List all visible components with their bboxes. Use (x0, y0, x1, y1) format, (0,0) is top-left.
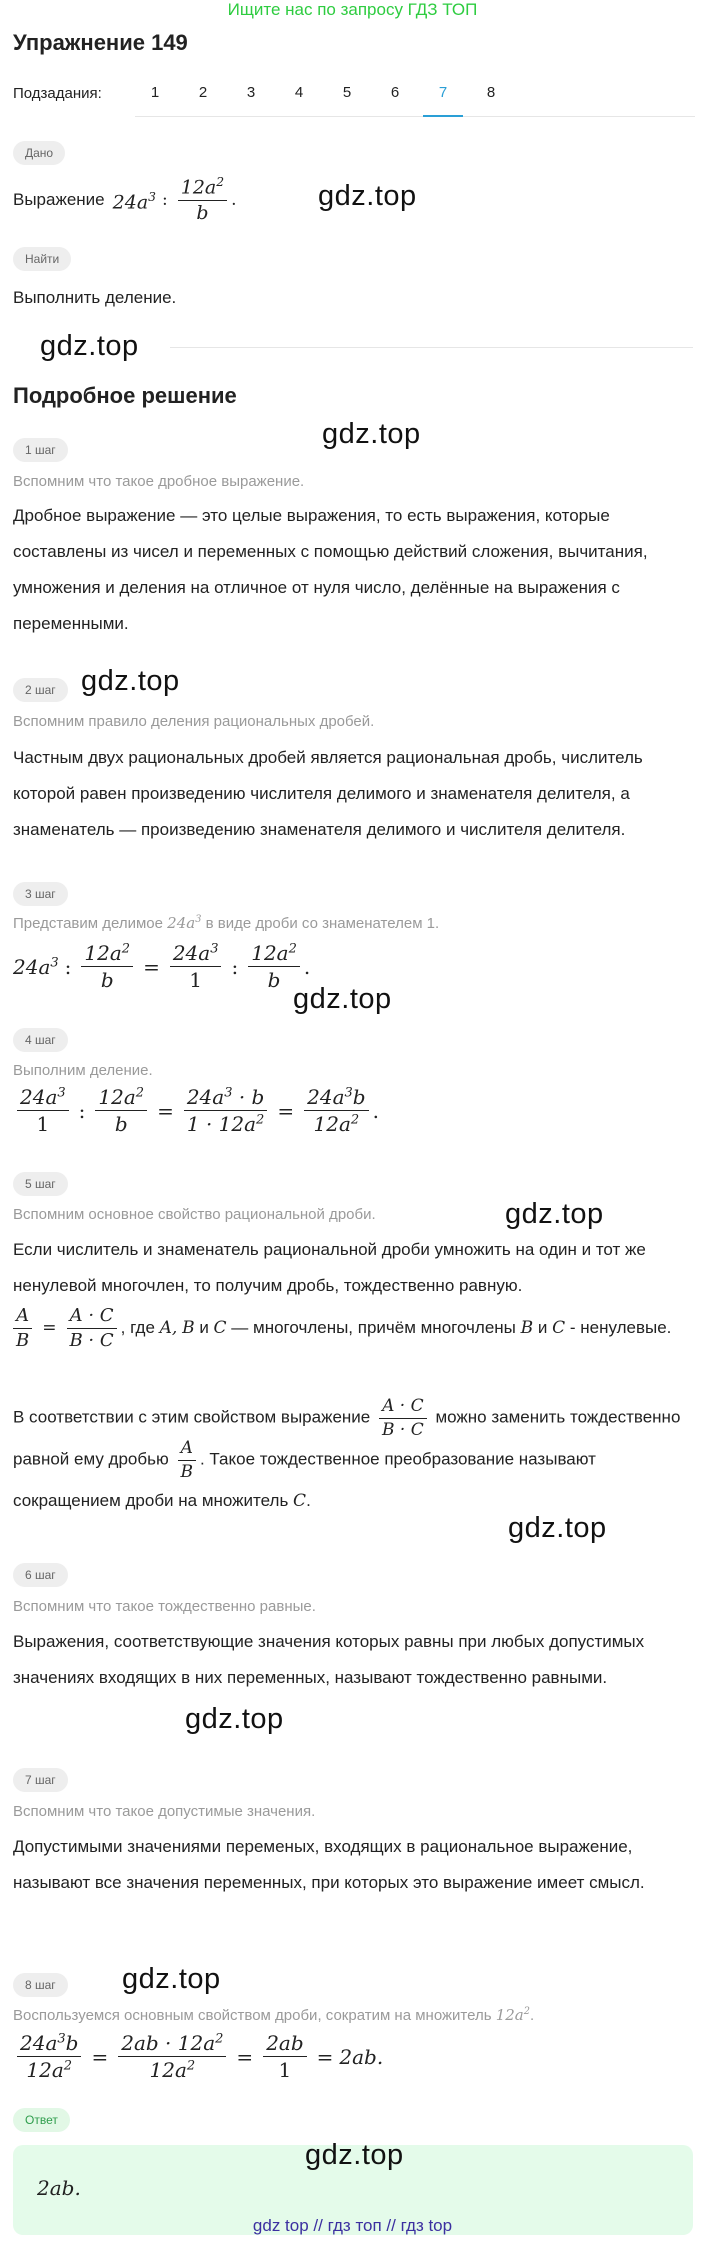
step-2-text: Частным двух рациональных дробей является рациональная дробь, числитель которой равен произведению числителя делимого и знаменателя делителя, а знаменатель — произведению знаменателя делимого и числителя делителя. (13, 748, 643, 839)
watermark: gdz.top (122, 1963, 221, 1995)
step-3-formula: $24a^3$ : $\frac{12a^2}{b}$ = $\frac{24a^3}{1}$ : $\frac{12a^2}{b}$ . (13, 941, 311, 992)
step-3-badge: 3 шаг (13, 882, 68, 906)
step-2-badge: 2 шаг (13, 678, 68, 702)
search-banner: Ищите нас по запросу ГДЗ ТОП (227, 0, 478, 19)
step-6-hint: Вспомним что такое тождественно равные. (13, 1598, 316, 1615)
watermark: gdz.top (40, 330, 139, 362)
subtask-tab-5[interactable]: 5 (342, 84, 352, 101)
step-6-badge: 6 шаг (13, 1563, 68, 1587)
watermark: gdz.top (185, 1703, 284, 1735)
watermark: gdz.top (318, 180, 417, 212)
step-2-hint: Вспомним правило деления рациональных дробей. (13, 713, 375, 730)
answer-badge: Ответ (13, 2108, 70, 2132)
subtask-tab-8[interactable]: 8 (486, 84, 496, 101)
subtask-tab-7[interactable]: 7 (423, 84, 463, 117)
step-8-badge: 8 шаг (13, 1973, 68, 1997)
step-1-hint: Вспомним что такое дробное выражение. (13, 473, 305, 490)
step-1-text: Дробное выражение — это целые выражения, то есть выражения, которые составлены из чисел и переменных с помощью действий сложения, вычитания, умножения и деления на отличное от нуля число, делённые на выражения с переменными. (13, 506, 648, 633)
watermark: gdz.top (505, 1198, 604, 1230)
footer: gdz top // гдз топ // гдз top (252, 2216, 453, 2235)
find-text: Выполнить деление. (13, 288, 177, 307)
given-badge: Дано (13, 141, 65, 165)
subtask-tab-2[interactable]: 2 (198, 84, 208, 101)
watermark: gdz.top (293, 983, 392, 1015)
answer-value: 2ab. (37, 2176, 81, 2200)
step-5-text-2: $\frac{A}{B}$ = $\frac{A \cdot C}{B \cdot C}$ , где A, B и C — многочлены, причём многочлены B и C - ненулевые. (13, 1306, 693, 1351)
step-5-badge: 5 шаг (13, 1172, 68, 1196)
divider (170, 347, 693, 348)
step-6-text: Выражения, соответствующие значения которых равны при любых допустимых значениях входящих в них переменных, называют тождественно равными. (13, 1632, 645, 1687)
step-5-text: Если числитель и знаменатель рациональной дроби умножить на один и тот же ненулевой многочлен, то получим дробь, тождественно равную. (13, 1240, 646, 1295)
given-expression: $24a^3$ (112, 190, 157, 214)
step-5-text-3: В соответствии с этим свойством выражение $\frac{A \cdot C}{B \cdot C}$ можно заменить тождественно равной ему дробью $\frac{A}{B}$ . Такое тождественное преобразование называют сокращением дроби на множитель C. (13, 1396, 681, 1511)
watermark: gdz.top (305, 2139, 404, 2171)
solution-title: Подробное решение (13, 383, 237, 408)
subtask-tab-3[interactable]: 3 (246, 84, 256, 101)
subtask-tab-1[interactable]: 1 (150, 84, 160, 101)
given-text-prefix: Выражение (13, 190, 105, 209)
subtasks-label: Подзадания: (13, 85, 102, 102)
page-title: Упражнение 149 (13, 30, 188, 55)
given-text: Выражение $24a^3$ : $\frac{12a^2}{b}$ . (13, 174, 237, 225)
step-5-hint: Вспомним основное свойство рациональной дроби. (13, 1206, 376, 1223)
watermark: gdz.top (508, 1512, 607, 1544)
step-4-badge: 4 шаг (13, 1028, 68, 1052)
step-3-hint: Представим делимое $24a^3$ в виде дроби со знаменателем 1. (13, 914, 440, 932)
step-3-hint-prefix: Представим делимое (13, 915, 163, 932)
subtasks-tabs (135, 78, 695, 117)
step-8-hint: Воспользуемся основным свойством дроби, сократим на множитель $12a^2$. (13, 2006, 535, 2024)
watermark: gdz.top (322, 418, 421, 450)
step-3-hint-suffix: в виде дроби со знаменателем 1. (205, 915, 440, 932)
step-7-text: Допустимыми значениями переменых, входящих в рациональное выражение, называют все значения переменных, при которых это выражение имеет смысл. (13, 1837, 645, 1892)
step-4-formula: $\frac{24a^3}{1}$ : $\frac{12a^2}{b}$ = $\frac{24a^3 \cdot b}{1 \cdot 12a^2}$ = $\frac{24a^3b}{12a^2}$ . (13, 1086, 379, 1135)
step-1-badge: 1 шаг (13, 438, 68, 462)
subtask-tab-4[interactable]: 4 (294, 84, 304, 101)
step-8-formula: $\frac{24a^3b}{12a^2}$ = $\frac{2ab \cdot 12a^2}{12a^2}$ = $\frac{2ab}{1}$ = 2ab. (13, 2032, 383, 2081)
step-4-hint: Выполним деление. (13, 1062, 153, 1079)
find-badge: Найти (13, 247, 71, 271)
step-7-hint: Вспомним что такое допустимые значения. (13, 1803, 316, 1820)
watermark: gdz.top (81, 665, 180, 697)
subtask-tab-6[interactable]: 6 (390, 84, 400, 101)
step-7-badge: 7 шаг (13, 1768, 68, 1792)
